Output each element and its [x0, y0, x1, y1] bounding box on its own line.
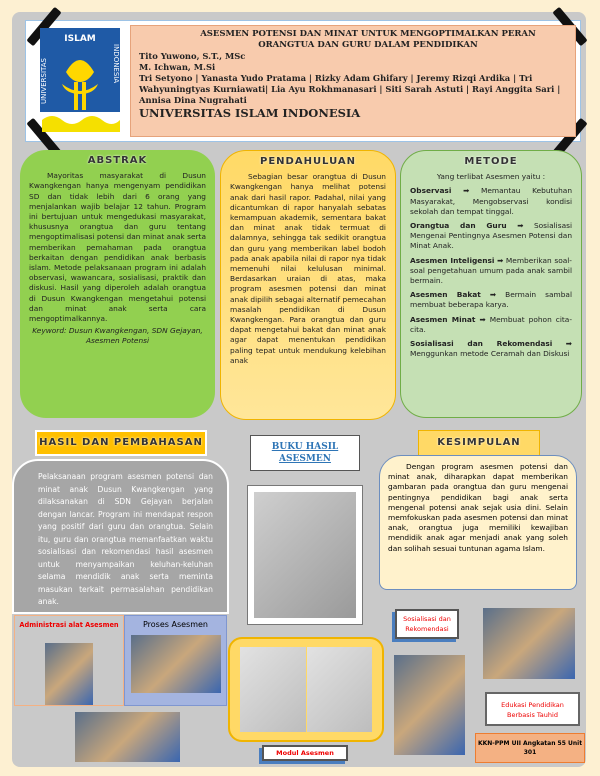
- metode-item-term: Sosialisasi dan Rekomendasi: [410, 339, 553, 349]
- abstrak-body: Mayoritas masyarakat di Dusun Kwangkengan hanya mengenyam pendidikan SD dan tidak lebih dari 6 orang yang menjalankan wajib belajar 12 tahun. Program ini bertujuan untuk mengedukasi masyarakat, khususnya orangtua dan guru tentang mengoptimalisasi potensi dan minat anak serta memberikan pemahaman pada orangtua berkaitan dengan pendidikan anak berbasis islam. Metode pelaksanaan program ini adalah observasi, wawancara, sosialisasi, praktik dan diskusi. Hasil yang diperoleh adalah orangtua di Dusun Kwangkengan mengetahui potensi dan minat anak serta cara mengoptimalkannya.: [29, 171, 206, 324]
- svg-text:INDONESIA: INDONESIA: [112, 44, 120, 84]
- abstrak-title: ABSTRAK: [87, 155, 148, 166]
- modul-photo: [228, 637, 384, 742]
- metode-item-term: Observasi: [410, 186, 452, 196]
- metode-item-term: Asesmen Inteligensi: [410, 255, 495, 265]
- metode-item-desc: Memberikan soal-soal pengetahuan umum pada anak sambil bermain.: [410, 255, 572, 286]
- poster-title-line1: ASESMEN POTENSI DAN MINAT UNTUK MENGOPTIMALKAN PERAN: [200, 29, 536, 39]
- sosialisasi-caption: Sosialisasi dan Rekomendasi: [395, 609, 459, 639]
- kesimpulan-section: [379, 455, 577, 590]
- metode-item-term: Orangtua dan Guru: [410, 221, 507, 231]
- admin-caption: Administrasi alat Asesmen: [19, 621, 119, 629]
- abstrak-keywords: Keyword: Dusun Kwangkengan, SDN Gejayan, Asesmen Potensi: [32, 326, 203, 346]
- proses-photo: [131, 635, 221, 693]
- abstrak-section: [20, 150, 215, 418]
- svg-text:UNIVERSITAS: UNIVERSITAS: [40, 58, 48, 104]
- uii-logo: [36, 24, 124, 136]
- metode-item-term: Asesmen Minat: [410, 314, 476, 324]
- pendahuluan-title: PENDAHULUAN: [260, 156, 356, 167]
- proses-photo-box: [124, 615, 227, 706]
- buku-hasil-photo: [247, 485, 363, 625]
- arrow-icon: ➡: [565, 339, 572, 349]
- metode-item: [410, 339, 572, 359]
- admin-photo-box: [14, 615, 124, 706]
- metode-title: METODE: [464, 156, 518, 167]
- metode-item-desc: Sosialisasi Mengenai Pentingnya Asesmen Potensi dan Minat Anak.: [410, 221, 573, 251]
- arrow-icon: ➡: [463, 186, 470, 196]
- arrow-icon: ➡: [517, 221, 524, 231]
- metode-item-desc: Memantau Kebutuhan Masyarakat, Mengobservasi kondisi sekolah dan tempat tinggal.: [410, 186, 572, 216]
- poster-title-line2: ORANGTUA DAN GURU DALAM PENDIDIKAN: [258, 40, 478, 50]
- metode-section: [400, 150, 582, 418]
- edukasi-caption: Edukasi Pendidikan Berbasis Tauhid: [485, 692, 580, 726]
- title-block: [130, 25, 576, 137]
- student-authors: Tri Setyono | Yanasta Yudo Pratama | Rizky Adam Ghifary | Jeremy Rizqi Ardika | Tri Wahyuningtyas Kurniawati| Lia Ayu Rokhmanasari | Siti Sarah Astuti | Rayi Anggita Sari | Annisa Dina Nugrahati: [139, 73, 561, 105]
- metode-item: [410, 186, 572, 217]
- modul-caption: Modul Asesmen: [262, 745, 348, 761]
- metode-item: [410, 290, 572, 310]
- metode-intro: Yang terlibat Asesmen yaitu :: [436, 172, 546, 182]
- arrow-icon: ➡: [479, 314, 486, 324]
- hasil-title: HASIL DAN PEMBAHASAN: [35, 430, 207, 456]
- university-name: UNIVERSITAS ISLAM INDONESIA: [139, 106, 361, 120]
- buku-hasil-label: BUKU HASIL ASESMEN: [250, 435, 360, 471]
- svg-text:ISLAM: ISLAM: [64, 34, 96, 44]
- proses-caption: Proses Asesmen: [142, 620, 208, 629]
- metode-item: [410, 256, 572, 287]
- metode-item-desc: Menggunkan metode Ceramah dan Diskusi: [410, 349, 570, 359]
- kesimpulan-title: KESIMPULAN: [418, 430, 540, 456]
- sosialisasi-photo: [75, 712, 180, 762]
- edukasi-photo: [483, 608, 575, 679]
- metode-item-term: Asesmen Bakat: [410, 290, 481, 300]
- metode-item-desc: Bermain sambal membuat beberapa karya.: [410, 290, 573, 310]
- pendahuluan-body: Sebagian besar orangtua di Dusun Kwangkengan hanya melihat potensi anak dari hasil rapor. Padahal, nilai yang dicantumkan di rapor hanyalah sebatas kemampuan akademik, sementara bakat dan minat anak tidak termuat di dalamnya, sehingga tak sedikit orangtua dan guru yang memberikan label bodoh pada anak apabila nilai di rapor nya tidak memenuhi nilai kelulusan minimal. Berdasarkan uraian di atas, maka program asesmen potensi dan minat anak dipilih sebagai alternatif pemecahan masalah pendidikan di Dusun Kwangkengan. Para orangtua dan guru dapat mengetahui bakat dan minat anak agar dapat menentukan pendidikan paling tepat untuk mendukung kelebihan anak: [230, 172, 386, 365]
- kesimpulan-body: Dengan program asesmen potensi dan minat anak, diharapkan dapat memberikan gambaran pada orangtua dan guru mengenai pentingnya pendidikan bagi anak serta mengenal potensi anak sejak usia dini. Selain memfokuskan pada asesmen potensi dan minat anak, orangtua juga memiliki kewajiban mendidik anak agar menjadi anak yang soleh dan solihah sesuai tuntunan agama Islam.: [388, 462, 568, 553]
- arrow-icon: ➡: [489, 290, 497, 300]
- author-supervisor-2: M. Ichwan, M.Si: [139, 62, 216, 72]
- arrow-icon: ➡: [497, 255, 504, 265]
- author-supervisor: Tito Yuwono, S.T., MSc: [139, 51, 246, 61]
- metode-item-desc: Membuat pohon cita-cita.: [410, 314, 572, 334]
- rekomendasi-photo: [394, 655, 465, 755]
- hasil-body: Pelaksanaan program asesmen potensi dan minat anak Dusun Kwangkengan yang dilaksanakan di SDN Gejayan berjalan dengan lancar. Program ini mendapat respon yang positif dari guru dan orangtua. Selain itu, guru dan orangtua memanfaatkan waktu sosialisasi dan rekomendasi hasil asesmen untuk menyampaikan keluhan-keluhan selama mendidik anak serta meminta masukan terkait permasalahan pendidikan anak.: [12, 459, 229, 614]
- kkn-unit-label: KKN-PPM UII Angkatan 55 Unit 301: [475, 733, 585, 763]
- admin-photo: [45, 643, 93, 705]
- pendahuluan-section: [220, 150, 396, 420]
- metode-item: [410, 221, 572, 252]
- metode-item: [410, 315, 572, 335]
